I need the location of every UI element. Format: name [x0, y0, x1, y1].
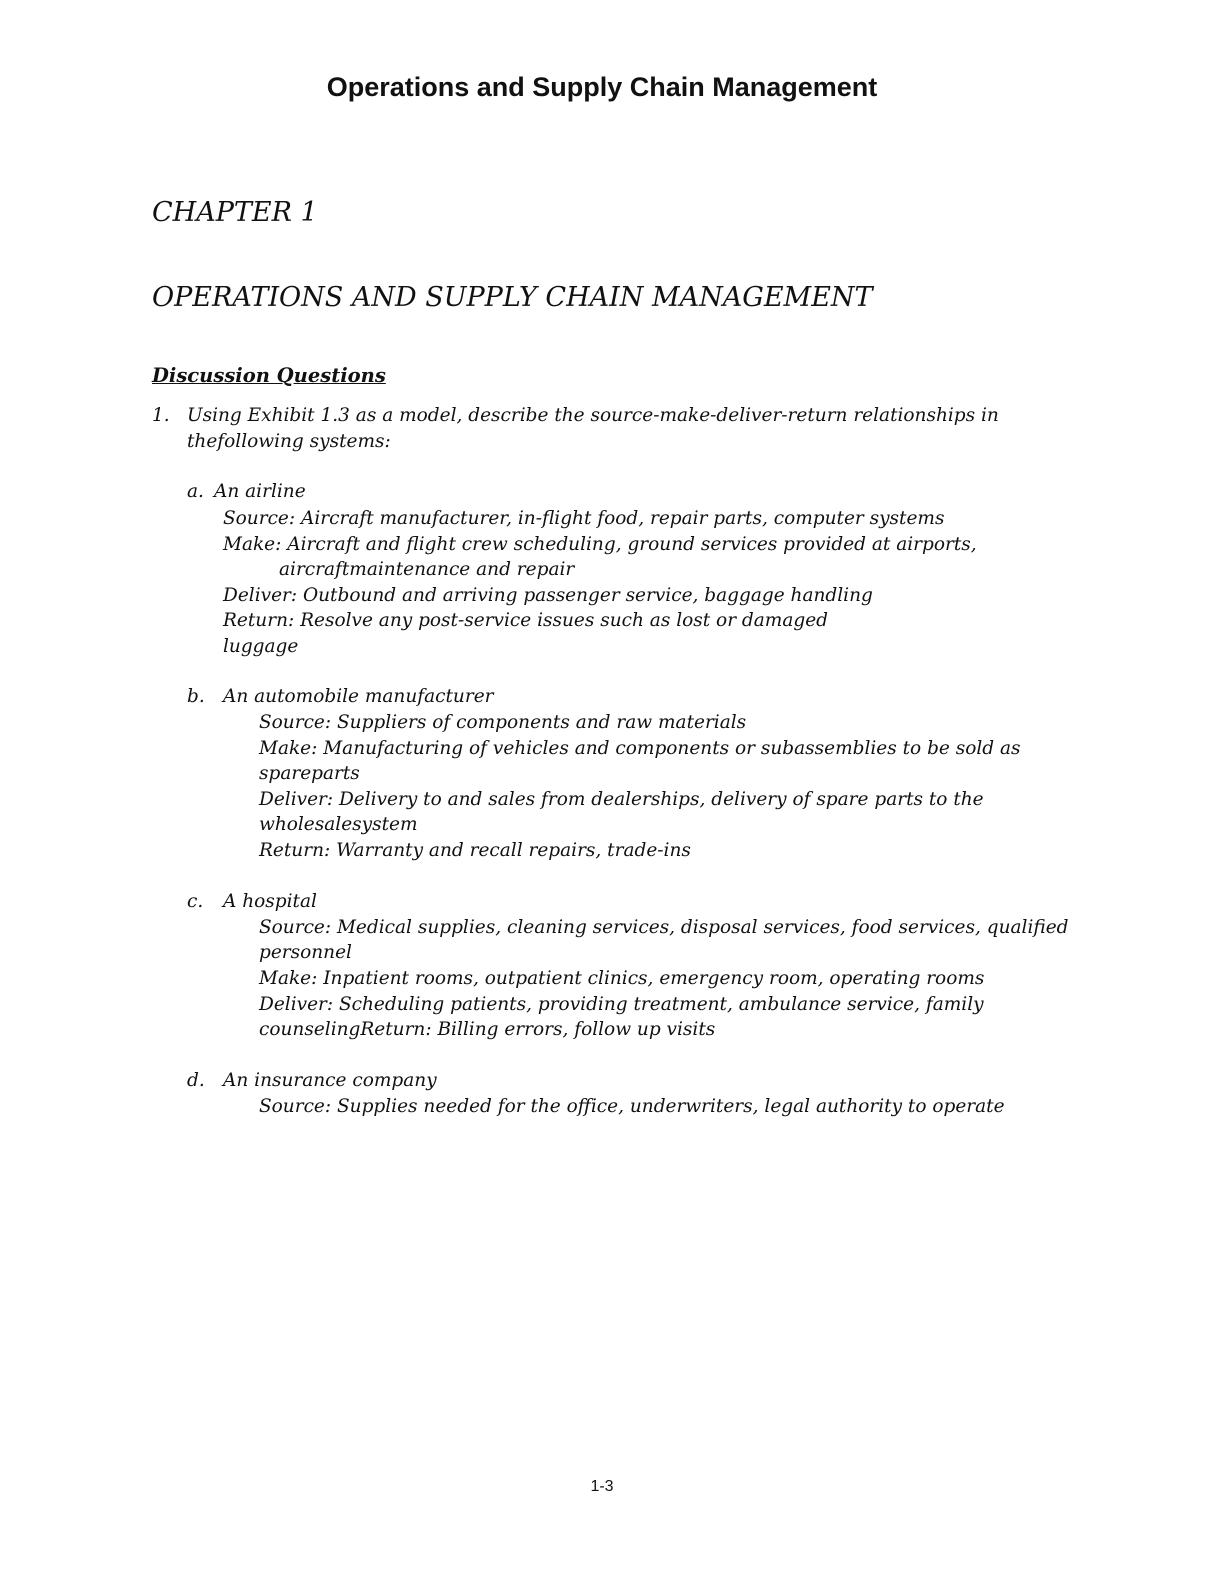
item-letter: c.: [187, 891, 204, 912]
chapter-title: OPERATIONS AND SUPPLY CHAIN MANAGEMENT: [152, 282, 873, 313]
item-title: An insurance company: [223, 1070, 437, 1091]
item-line: personnel: [259, 942, 352, 963]
page-number: 1-3: [590, 1478, 614, 1495]
item-line: aircraftmaintenance and repair: [279, 559, 575, 580]
item-line: wholesalesystem: [259, 814, 418, 835]
item-line: Deliver: Outbound and arriving passenger service, baggage handling: [223, 585, 873, 606]
item-line: Make: Inpatient rooms, outpatient clinics, emergency room, operating rooms: [259, 968, 985, 989]
question-line: Using Exhibit 1.3 as a model, describe the source-make-deliver-return relationships in: [187, 405, 999, 426]
item-line: spareparts: [259, 763, 360, 784]
question-number: 1.: [152, 405, 170, 426]
item-line: Return: Resolve any post-service issues such as lost or damaged: [223, 610, 828, 631]
item-line: Return: Warranty and recall repairs, trade-ins: [259, 840, 691, 861]
question-text: [187, 403, 1007, 454]
item-line: Source: Medical supplies, cleaning services, disposal services, food services, qualified: [259, 917, 1069, 938]
item-line: Source: Suppliers of components and raw materials: [259, 712, 747, 733]
item-line: Source: Aircraft manufacturer, in-flight food, repair parts, computer systems: [223, 508, 945, 529]
item-line: Source: Supplies needed for the office, underwriters, legal authority to operate: [259, 1096, 1005, 1117]
item-line: counselingReturn: Billing errors, follow up visits: [259, 1019, 716, 1040]
item-line: luggage: [223, 636, 299, 657]
item-title: An airline: [214, 481, 306, 502]
item-line: Make: Manufacturing of vehicles and components or subassemblies to be sold as: [259, 738, 1021, 759]
item-line: Make: Aircraft and flight crew scheduling, ground services provided at airports,: [223, 534, 977, 555]
item-letter: a.: [187, 481, 204, 502]
chapter-number: CHAPTER 1: [152, 197, 318, 228]
question-line: thefollowing systems:: [187, 430, 391, 452]
document-title: Operations and Supply Chain Management: [326, 72, 878, 102]
item-title: An automobile manufacturer: [223, 686, 494, 707]
section-heading: Discussion Questions: [152, 364, 386, 387]
item-line: Deliver: Scheduling patients, providing treatment, ambulance service, family: [259, 994, 984, 1015]
item-letter: b.: [187, 686, 205, 707]
item-line: Deliver: Delivery to and sales from dealerships, delivery of spare parts to the: [259, 789, 984, 810]
item-letter: d.: [187, 1070, 205, 1091]
item-title: A hospital: [223, 891, 317, 912]
